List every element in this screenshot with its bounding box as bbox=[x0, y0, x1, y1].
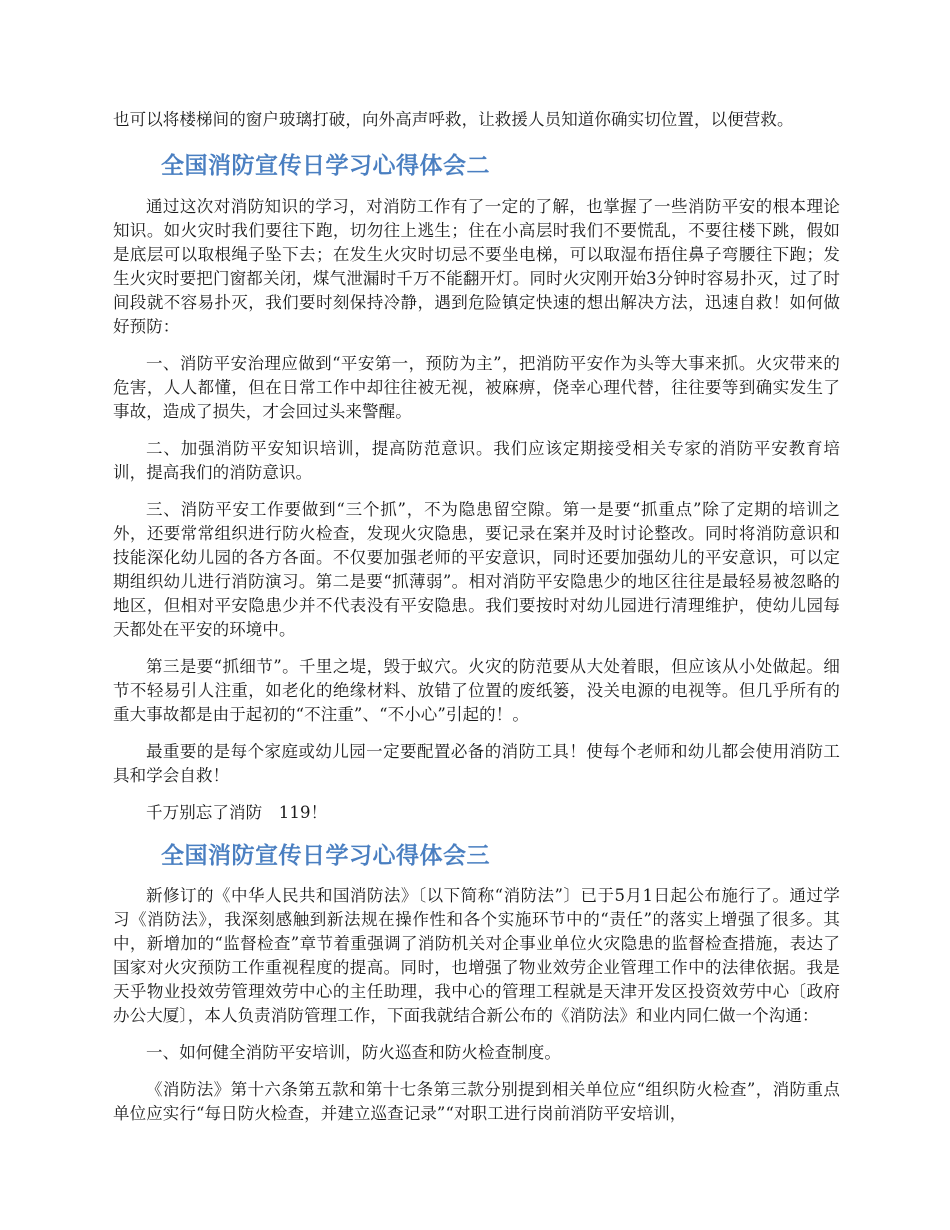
section-2-paragraph-5: 第三是要“抓细节”。千里之堤，毁于蚁穴。火灾的防范要从大处着眼，但应该从小处做起。细节不轻易引人注重，如老化的绝缘材料、放错了位置的废纸篓，没关电源的电视等。但几乎所有的重大事故都是由于起初的“不注重”、“不小心”引起的！。 bbox=[113, 657, 840, 724]
section-3-paragraph-1: 新修订的《中华人民共和国消防法》〔以下简称“消防法”〕已于5月1日起公布施行了。通过学习《消防法》，我深刻感触到新法规在操作性和各个实施环节中的“责任”的落实上增强了很多。其中，新增加的“监督检查”章节着重强调了消防机关对企事业单位火灾隐患的监督检查措施，表达了国家对火灾预防工作重视程度的提高。同时，也增强了物业效劳企业管理工作中的法律依据。我是天乎物业投效劳管理效劳中心的主任助理，我中心的管理工程就是天津开发区投资效劳中心〔政府办公大厦〕，本人负责消防管理工作，下面我就结合新公布的《消防法》和业内同仁做一个沟通： bbox=[113, 886, 840, 1025]
section-2-paragraph-6: 最重要的是每个家庭或幼儿园一定要配置必备的消防工具！使每个老师和幼儿都会使用消防工具和学会自救！ bbox=[113, 742, 840, 785]
section-2-heading: 全国消防宣传日学习心得体会二 bbox=[161, 153, 490, 179]
intro-continuation-paragraph: 也可以将楼梯间的窗户玻璃打破，向外高声呼救，让救援人员知道你确实切位置，以便营救。 bbox=[113, 110, 794, 129]
document-page bbox=[113, 108, 840, 1126]
section-3-heading: 全国消防宣传日学习心得体会三 bbox=[161, 843, 490, 869]
section-3-paragraph-2: 一、如何健全消防平安培训，防火巡查和防火检查制度。 bbox=[146, 1043, 561, 1062]
section-3-paragraph-3: 《消防法》第十六条第五款和第十七条第三款分别提到相关单位应“组织防火检查”，消防重点单位应实行“每日防火检查，并建立巡查记录”“对职工进行岗前消防平安培训， bbox=[113, 1080, 840, 1123]
section-2-paragraph-2: 一、消防平安治理应做到“平安第一，预防为主”，把消防平安作为头等大事来抓。火灾带来的危害，人人都懂，但在日常工作中却往往被无视，被麻痹，侥幸心理代替，往往要等到确实发生了事故，造成了损失，才会回过头来警醒。 bbox=[113, 354, 840, 421]
section-2-paragraph-7: 千万别忘了消防 119！ bbox=[146, 803, 328, 822]
section-2-paragraph-4: 三、消防平安工作要做到“三个抓”，不为隐患留空隙。第一是要“抓重点”除了定期的培训之外，还要常常组织进行防火检查，发现火灾隐患，要记录在案并及时讨论整改。同时将消防意识和技能深化幼儿园的各方各面。不仅要加强老师的平安意识，同时还要加强幼儿的平安意识，可以定期组织幼儿进行消防演习。第二是要“抓薄弱”。相对消防平安隐患少的地区往往是最轻易被忽略的地区，但相对平安隐患少并不代表没有平安隐患。我们要按时对幼儿园进行清理维护，使幼儿园每天都处在平安的环境中。 bbox=[113, 500, 840, 639]
section-2-paragraph-3: 二、加强消防平安知识培训，提高防范意识。我们应该定期接受相关专家的消防平安教育培训，提高我们的消防意识。 bbox=[113, 439, 840, 482]
section-2-paragraph-1: 通过这次对消防知识的学习，对消防工作有了一定的了解，也掌握了一些消防平安的根本理论知识。如火灾时我们要往下跑，切勿往上逃生；住在小高层时我们不要慌乱，不要往楼下跳，假如是底层可以取根绳子坠下去；在发生火灾时切忌不要坐电梯，可以取湿布捂住鼻子弯腰往下跑；发生火灾时要把门窗都关闭，煤气泄漏时千万不能翻开灯。同时火灾刚开始3分钟时容易扑灭，过了时间段就不容易扑灭，我们要时刻保持冷静，遇到危险镇定快速的想出解决方法，迅速自救！如何做好预防： bbox=[113, 197, 840, 336]
